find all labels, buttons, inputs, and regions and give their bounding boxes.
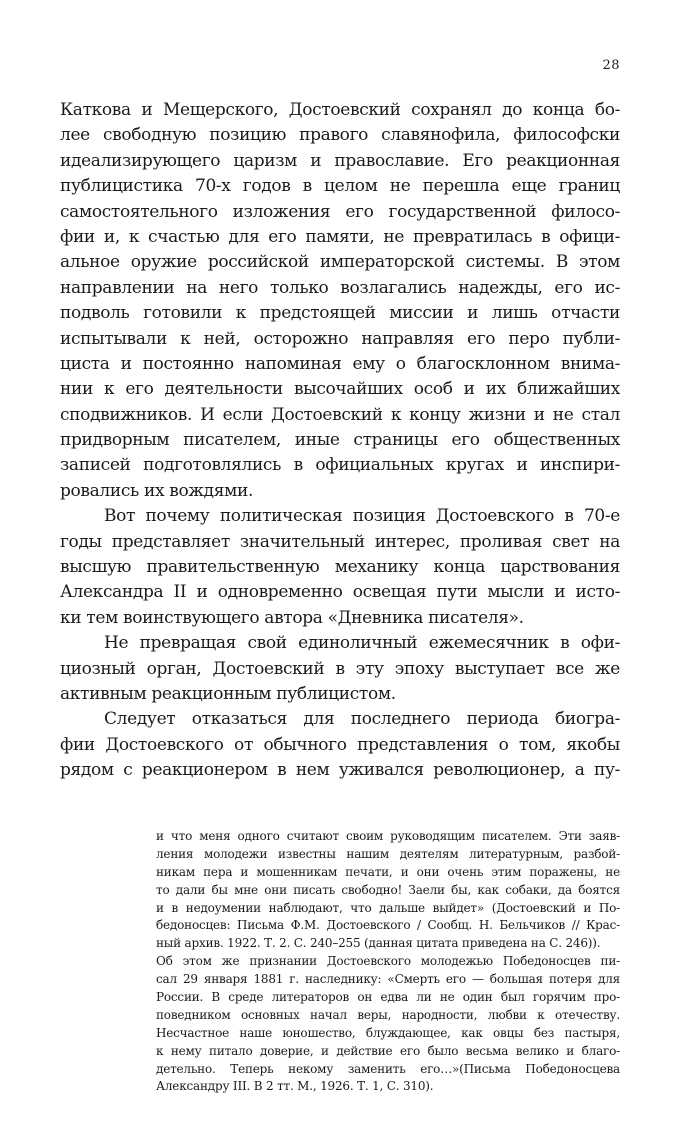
footnote-line: детельно. Теперь некому заменить его…»(Письма Победоносцева bbox=[156, 1061, 620, 1076]
footnote-line: никам пера и мошенникам печати, и они очень этим поражены, не bbox=[156, 864, 620, 879]
text-line: высшую правительственную механику конца царствования bbox=[60, 557, 620, 578]
text-line: нии к его деятельности высочайших особ и их ближайших bbox=[60, 379, 620, 400]
text-line: ровались их вождями. bbox=[60, 480, 254, 501]
text-line: идеализирующего царизм и православие. Его реакционная bbox=[60, 150, 620, 171]
text-line: циста и постоянно напоминая ему о благосклонном внима- bbox=[60, 353, 620, 374]
footnote-line: Александру III. В 2 тт. М., 1926. Т. 1, С. 310). bbox=[156, 1079, 434, 1094]
footnote-line: бедоносцев: Письма Ф.М. Достоевского / Сообщ. Н. Бельчиков // Крас- bbox=[156, 918, 620, 933]
text-line: Не превращая свой единоличный ежемесячник в офи- bbox=[104, 633, 620, 654]
text-line: Каткова и Мещерского, Достоевский сохранял до конца бо- bbox=[60, 100, 620, 120]
text-line: фии Достоевского от обычного представления о том, якобы bbox=[60, 734, 620, 755]
footnote-line: России. В среде литераторов он едва ли не один был горячим про- bbox=[156, 990, 620, 1005]
footnote-line: Несчастное наше юношество, блуждающее, как овцы без пастыря, bbox=[156, 1025, 620, 1040]
footnote-line: и в недоумении наблюдают, что дальше выйдет» (Достоевский и По- bbox=[156, 900, 620, 915]
text-line: годы представляет значительный интерес, проливая свет на bbox=[60, 531, 620, 552]
text-line: публицистика 70-х годов в целом не перешла еще границ bbox=[60, 176, 620, 197]
text-line: ки тем воинствующего автора «Дневника писателя». bbox=[60, 607, 524, 628]
text-line: сподвижников. И если Достоевский к концу жизни и не стал bbox=[60, 404, 620, 425]
text-line: циозный орган, Достоевский в эту эпоху выступает все же bbox=[60, 658, 620, 679]
text-line: лее свободную позицию правого славянофила, философски bbox=[60, 125, 620, 146]
text-line: фии и, к счастью для его памяти, не превратилась в офици- bbox=[60, 226, 620, 247]
text-line: Следует отказаться для последнего периода биогра- bbox=[104, 709, 620, 730]
footnote-line: ный архив. 1922. Т. 2. С. 240–255 (данная цитата приведена на С. 246)). bbox=[156, 936, 601, 951]
footnote-line: поведником основных начал веры, народности, любви к отечеству. bbox=[156, 1007, 620, 1022]
text-line: подволь готовили к предстоящей миссии и лишь отчасти bbox=[60, 303, 620, 324]
main-text bbox=[60, 98, 620, 784]
footnote-line: сал 29 января 1881 г. наследнику: «Смерть его — большая потеря для bbox=[156, 972, 620, 987]
text-line: придворным писателем, иные страницы его общественных bbox=[60, 430, 620, 451]
footnote-line: к нему питало доверие, и действие его было весьма велико и благо- bbox=[156, 1043, 620, 1058]
text-line: записей подготовлялись в официальных кругах и инспири- bbox=[60, 455, 620, 476]
text-line: самостоятельного изложения его государственной филосо- bbox=[60, 201, 620, 222]
text-line: активным реакционным публицистом. bbox=[60, 683, 396, 704]
text-line: альное оружие российской императорской системы. В этом bbox=[60, 252, 620, 273]
text-line: испытывали к ней, осторожно направляя его перо публи- bbox=[60, 328, 620, 349]
text-line: Александра II и одновременно освещая пути мысли и исто- bbox=[60, 582, 620, 603]
footnote-line: и что меня одного считают своим руководящим писателем. Эти заяв- bbox=[156, 829, 620, 843]
text-line: рядом с реакционером в нем уживался революционер, а пу- bbox=[60, 760, 620, 781]
footnote-line: то дали бы мне они писать свободно! Заели бы, как собаки, да боятся bbox=[156, 882, 620, 897]
page-number: 28 bbox=[602, 58, 620, 73]
text-line: Вот почему политическая позиция Достоевского в 70-е bbox=[104, 506, 620, 527]
footnote bbox=[156, 828, 620, 1096]
text-line: направлении на него только возлагались надежды, его ис- bbox=[60, 277, 620, 298]
footnote-line: ления молодежи известны нашим деятелям литературным, разбой- bbox=[156, 846, 620, 861]
footnote-line: Об этом же признании Достоевского молодежью Победоносцев пи- bbox=[156, 954, 620, 969]
